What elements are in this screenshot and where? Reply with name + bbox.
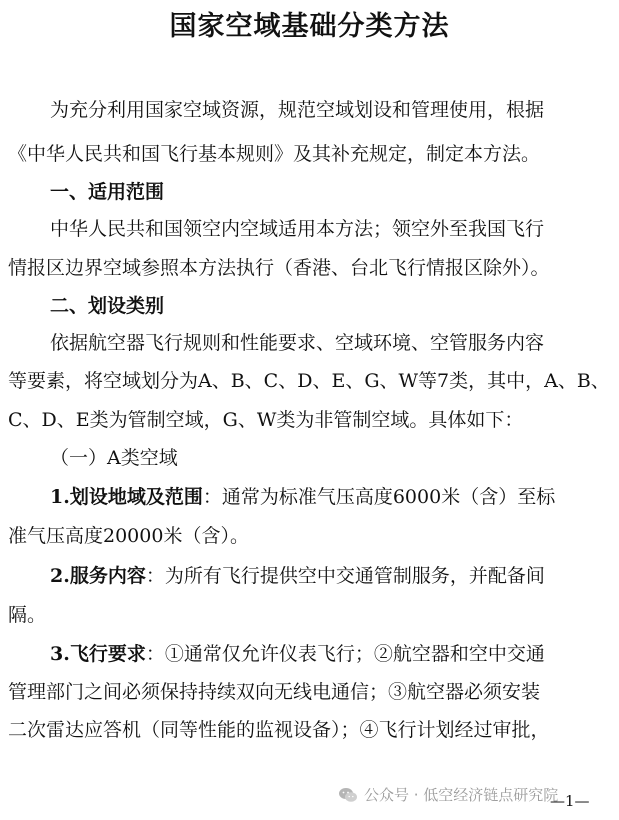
section-2-heading: 二、划设类别 (50, 295, 165, 317)
page-title: 国家空域基础分类方法 (169, 11, 450, 42)
item-1-line-2: 准气压高度20000米（含）。 (8, 525, 249, 547)
item-3-line-2: 管理部门之间必须保持持续双向无线电通信；③航空器必须安装 (8, 681, 541, 703)
section-2-line-1: 依据航空器飞行规则和性能要求、空域环境、空管服务内容 (50, 332, 545, 354)
section-2-line-3: C、D、E类为管制空域，G、W类为非管制空域。具体如下： (8, 409, 524, 431)
item-3-line-3: 二次雷达应答机（同等性能的监视设备）；④飞行计划经过审批， (8, 719, 550, 741)
item-3-text: ：①通常仅允许仪表飞行；②航空器和空中交通 (145, 643, 545, 665)
page-number: —1— (550, 792, 590, 810)
section-1-heading: 一、适用范围 (50, 181, 165, 203)
item-3-label: 3.飞行要求 (50, 643, 146, 665)
wechat-icon (338, 787, 358, 803)
section-2-line-2: 等要素，将空域划分为A、B、C、D、E、G、W等7类，其中，A、B、 (8, 370, 610, 392)
item-2-label: 2.服务内容 (50, 565, 146, 587)
item-1-text: ：通常为标准气压高度6000米（含）至标 (202, 486, 556, 508)
item-2-text: ：为所有飞行提供空中交通管制服务，并配备间 (145, 565, 545, 587)
watermark (338, 784, 558, 805)
section-1-line-2: 情报区边界空域参照本方法执行（香港、台北飞行情报区除外）。 (8, 257, 550, 279)
section-1-line-1: 中华人民共和国领空内空域适用本方法；领空外至我国飞行 (50, 218, 545, 240)
intro-line-2: 《中华人民共和国飞行基本规则》及其补充规定，制定本方法。 (8, 143, 541, 165)
subsection-a-heading: （一）A类空域 (50, 447, 178, 469)
item-2-line-2: 隔。 (8, 604, 47, 626)
intro-line-1: 为充分利用国家空域资源，规范空域划设和管理使用，根据 (50, 99, 545, 121)
item-1-line-1 (50, 485, 611, 509)
item-3-line-1 (50, 642, 611, 666)
item-1-label: 1.划设地域及范围 (50, 486, 203, 508)
item-2-line-1 (50, 564, 611, 588)
watermark-text: 公众号 · 低空经济链点研究院 (364, 786, 559, 804)
